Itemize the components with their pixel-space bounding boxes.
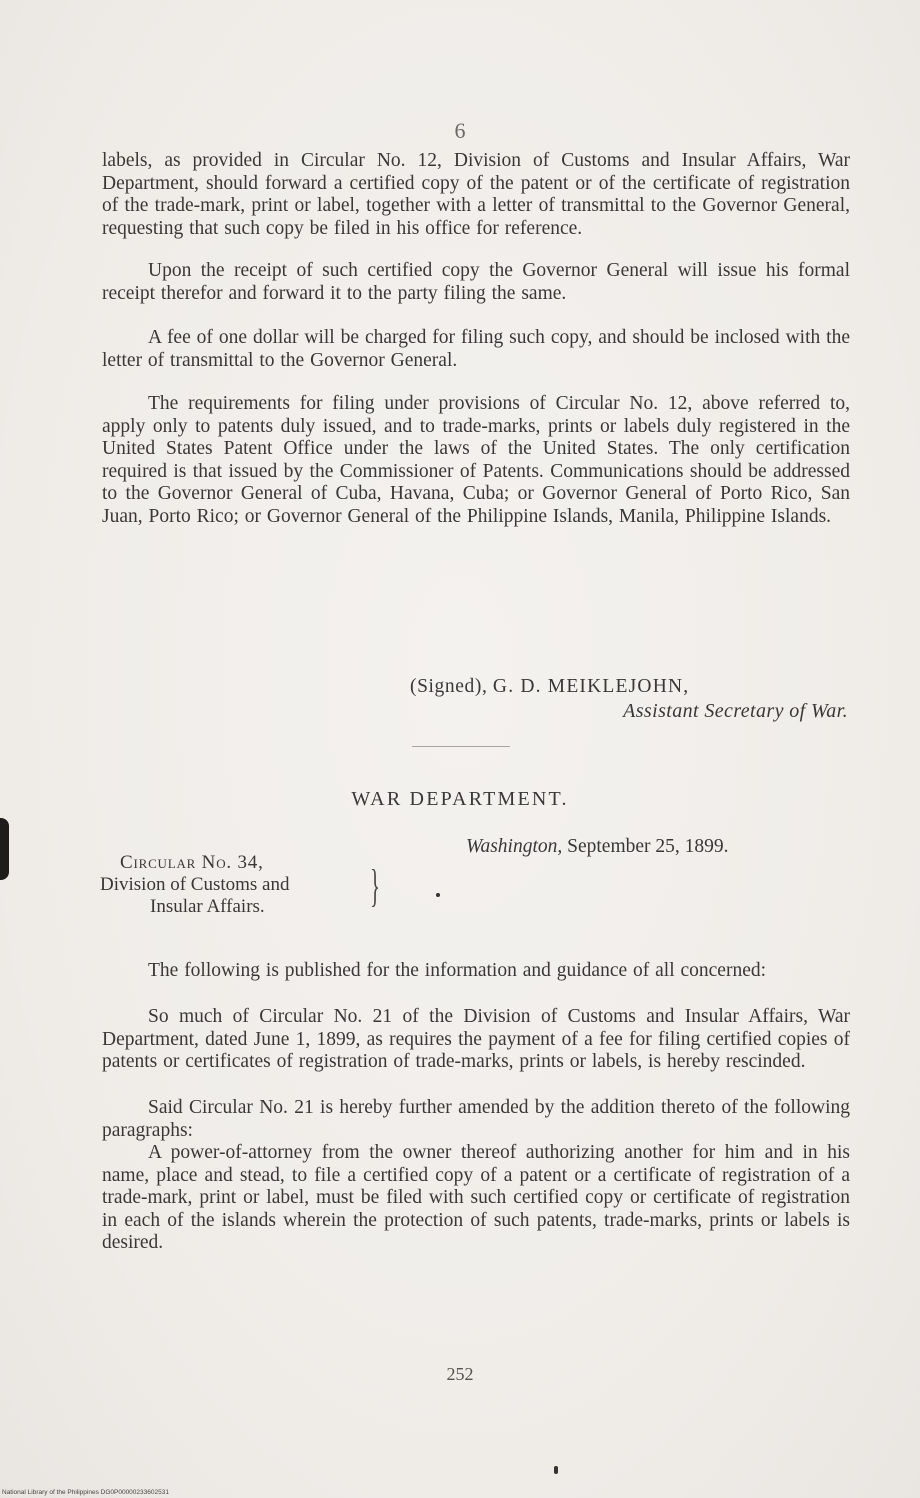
signer-name: G. D. MEIKLEJOHN, (492, 676, 690, 697)
circular-number: Circular No. 34, (120, 852, 264, 873)
body-paragraph-3: A fee of one dollar will be charged for filing such copy, and should be inclosed with the letter of transmittal to the Governor General. (102, 327, 850, 371)
dateline (466, 836, 729, 858)
ink-speck (554, 1466, 558, 1474)
dateline-date: September 25, 1899. (567, 836, 729, 857)
body-paragraph-4: The requirements for filing under provisions of Circular No. 12, above referred to, apply only to patents duly issued, and to trade-marks, prints or labels duly registered in the United States Patent Office under the laws of the United States. The only certification required is that issued by the Commissioner of Patents. Communications should be addressed to the Governor General of Cuba, Havana, Cuba; or Governor General of Porto Rico, San Juan, Porto Rico; or Governor General of the Philippine Islands, Manila, Philippine Islands. (102, 393, 850, 527)
page-number-bottom: 252 (446, 1364, 474, 1384)
circular-division: Division of Customs and (100, 874, 290, 895)
circular-reference (100, 852, 289, 918)
signer-title: Assistant Secretary of War. (623, 700, 848, 722)
circular-paragraph-2: So much of Circular No. 21 of the Division of Customs and Insular Affairs, War Department, dated June 1, 1899, as requires the payment of a fee for filing certified copies of patents or certificates of registration of trade-marks, prints or labels, is hereby rescinded. (102, 1006, 850, 1072)
circular-paragraph-1: The following is published for the information and guidance of all concerned: (148, 960, 767, 981)
circular-division-cont: Insular Affairs. (150, 896, 265, 917)
section-divider (412, 746, 510, 747)
signed-label: (Signed), (410, 676, 488, 697)
brace-glyph: } (370, 860, 380, 911)
body-paragraph-2: Upon the receipt of such certified copy the Governor General will issue his formal receipt therefor and forward it to the party filing the same. (102, 260, 850, 304)
signature-line (410, 676, 689, 698)
page-number-top: 6 (454, 118, 466, 143)
ink-speck (436, 893, 440, 897)
scan-edge-mark (0, 818, 9, 880)
dateline-place: Washington, (466, 836, 563, 857)
circular-paragraph-3: Said Circular No. 21 is hereby further amended by the addition thereto of the following paragraphs: (102, 1097, 850, 1141)
section-heading: WAR DEPARTMENT. (351, 788, 569, 810)
footer-credit: National Library of the Philippines DG0P00000233602531 (2, 1489, 169, 1496)
body-paragraph-1: labels, as provided in Circular No. 12, Division of Customs and Insular Affairs, War Department, should forward a certified copy of the patent or of the certificate of registration of the trade-mark, print or label, together with a letter of transmittal to the Governor General, requesting that such copy be filed in his office for reference. (102, 150, 850, 239)
circular-paragraph-4: A power-of-attorney from the owner thereof authorizing another for him and in his name, place and stead, to file a certified copy of a patent or a certificate of registration of a trade-mark, print or label, must be filed with such certified copy or certificate of registration in each of the islands wherein the protection of such patents, trade-marks, prints or labels is desired. (102, 1142, 850, 1253)
